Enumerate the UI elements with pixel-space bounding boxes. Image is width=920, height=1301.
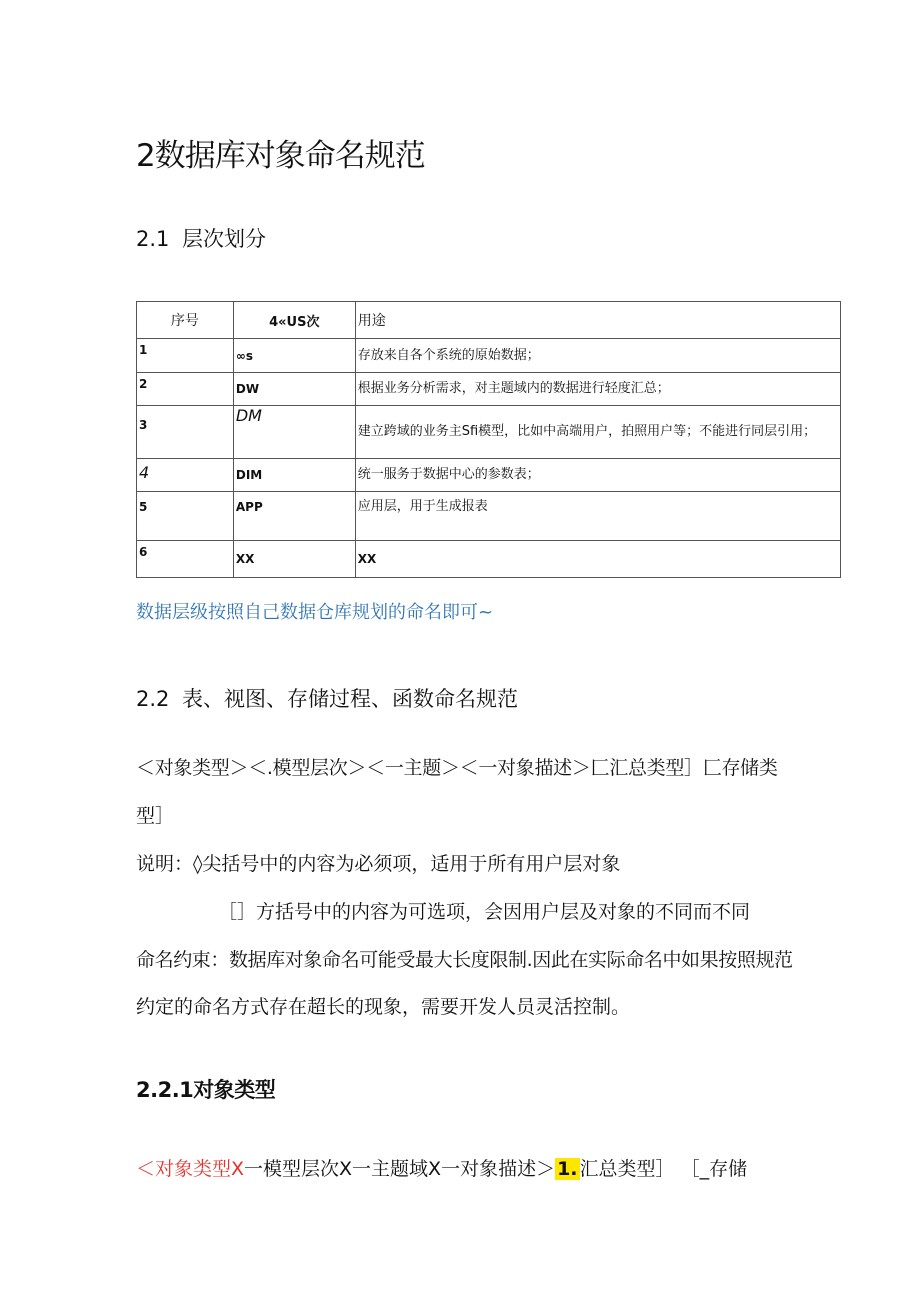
row-use: 应用层，用于生成报表 xyxy=(355,492,840,541)
pattern-tail: 汇总类型］ ［_存储 xyxy=(579,1158,748,1180)
table-header-row xyxy=(137,302,841,339)
pattern-middle: 一模型层次X一主题域X一对象描述＞ xyxy=(244,1158,556,1180)
row-use: 建立跨域的业务主Sfi模型，比如中高端用户，拍照用户等；不能进行同层引用； xyxy=(355,406,840,459)
explanation-required: 说明：◊尖括号中的内容为必须项，适用于所有用户层对象 xyxy=(136,853,621,875)
section-title: 表、视图、存储过程、函数命名规范 xyxy=(182,687,518,711)
section-number: 2.1 xyxy=(136,227,170,251)
table-row xyxy=(137,492,841,541)
row-layer: DW xyxy=(233,373,355,406)
object-type-part: ＜对象类型X xyxy=(136,1158,245,1180)
explanation-optional: ［］方括号中的内容为可选项，会因用户层及对象的不同而不同 xyxy=(218,901,751,923)
naming-pattern-line-2: 型］ xyxy=(136,805,175,827)
row-layer: ∞s xyxy=(233,339,355,373)
row-no: 1 xyxy=(137,339,234,373)
section-2-2-1-heading: 2.2.1对象类型 xyxy=(136,1078,276,1102)
table-row xyxy=(137,406,841,459)
naming-constraint-line-1: 命名约束：数据库对象命名可能受最大长度限制.因此在实际命名中如果按照规范 xyxy=(136,949,793,971)
header-cell-use: 用途 xyxy=(355,302,840,339)
table-row xyxy=(137,541,841,578)
row-use: XX xyxy=(355,541,840,578)
row-no: 3 xyxy=(137,406,234,459)
header-cell-no: 序号 xyxy=(137,302,234,339)
section-number: 2.2 xyxy=(136,687,170,711)
header-cell-layer: 4«US次 xyxy=(233,302,355,339)
row-layer: APP xyxy=(233,492,355,541)
row-no: 5 xyxy=(137,492,234,541)
row-use: 根据业务分析需求，对主题域内的数据进行轻度汇总； xyxy=(355,373,840,406)
row-use: 统一服务于数据中心的参数表； xyxy=(355,459,840,492)
naming-constraint-line-2: 约定的命名方式存在超长的现象，需要开发人员灵活控制。 xyxy=(136,996,631,1018)
section-2-1-heading xyxy=(136,223,266,253)
highlight-marker: 1. xyxy=(557,1158,578,1180)
naming-pattern-line-1: ＜对象类型＞＜.模型层次＞＜一主题＞＜一对象描述＞匚汇总类型］匚存储类 xyxy=(136,757,778,779)
row-no: 2 xyxy=(137,373,234,406)
row-use: 存放来自各个系统的原始数据； xyxy=(355,339,840,373)
row-layer: DIM xyxy=(233,459,355,492)
row-no: 4 xyxy=(137,459,234,492)
section-2-2-heading xyxy=(136,683,518,713)
table-row xyxy=(137,373,841,406)
section-title: 层次划分 xyxy=(182,227,266,251)
page-title: 2数据库对象命名规范 xyxy=(136,138,425,174)
row-layer: XX xyxy=(233,541,355,578)
table-row xyxy=(137,459,841,492)
object-type-pattern xyxy=(136,1154,747,1181)
row-no: 6 xyxy=(137,541,234,578)
row-layer: DM xyxy=(233,406,355,459)
layer-table xyxy=(136,301,841,578)
layer-naming-note: 数据层级按照自己数据仓库规划的命名即可~ xyxy=(136,602,494,623)
table-row xyxy=(137,339,841,373)
